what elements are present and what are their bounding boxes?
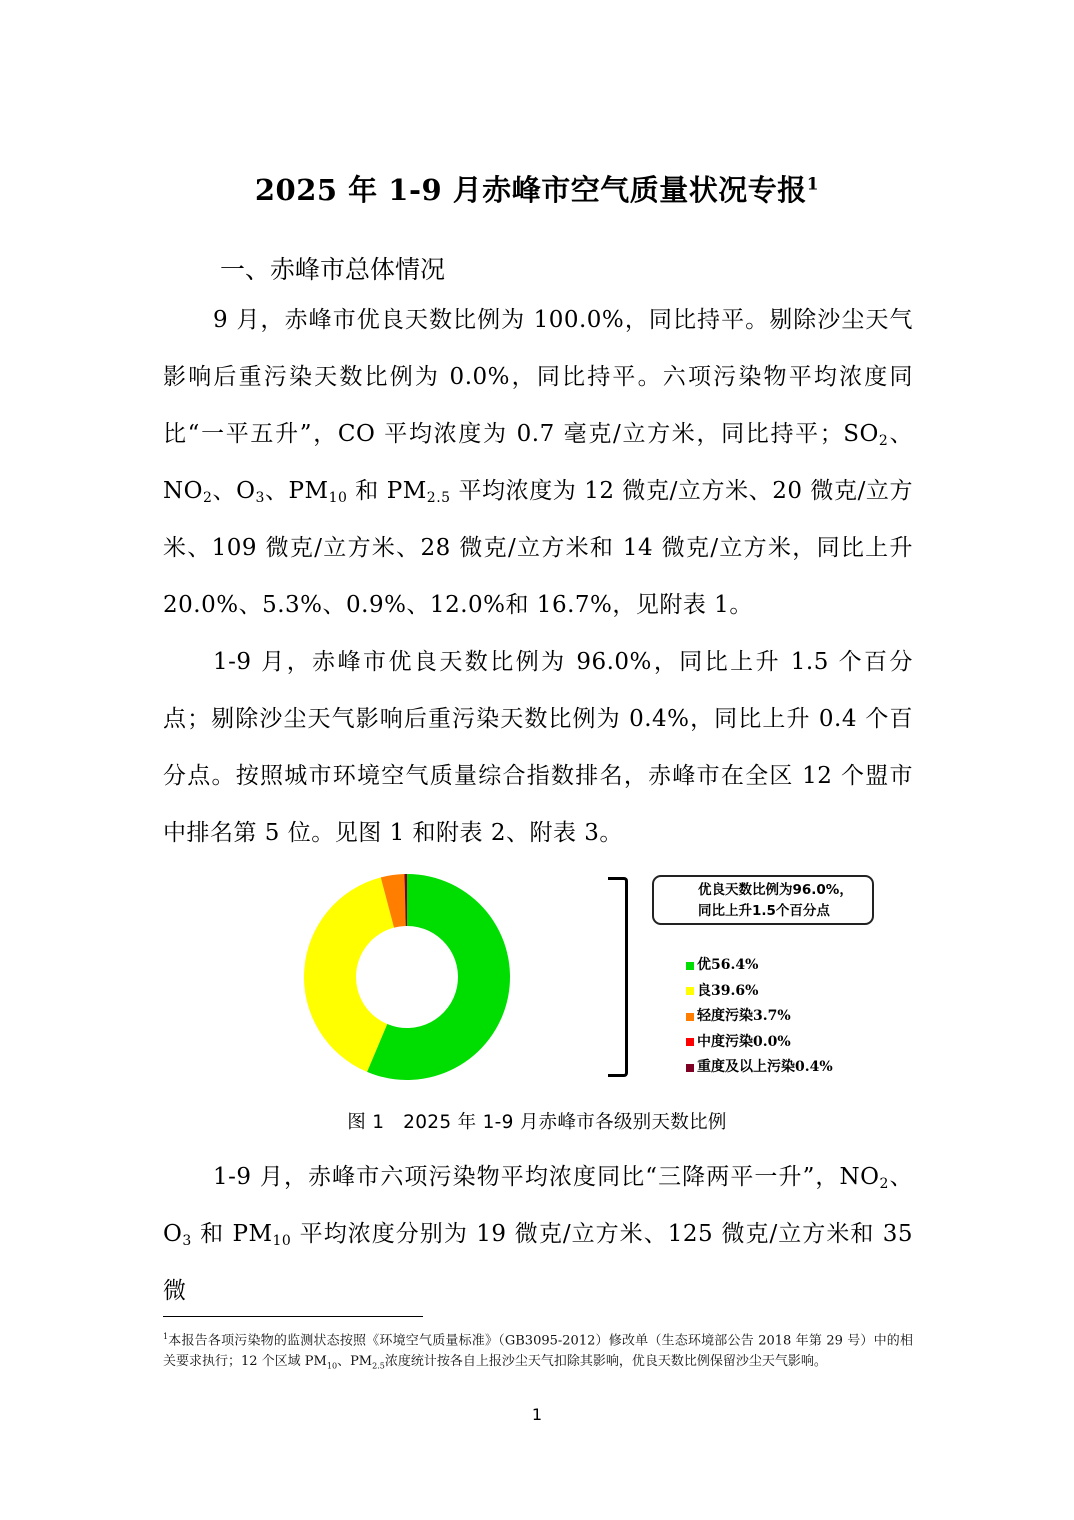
legend-item <box>686 1004 833 1030</box>
text: 平均浓度分别为 19 微克/立方米、125 微克/立方米和 35 微 <box>163 1221 913 1304</box>
legend-label: 重度及以上污染0.4% <box>697 1059 833 1075</box>
footnote-separator <box>163 1316 423 1317</box>
legend-label: 良39.6% <box>697 982 759 999</box>
text: 、NO <box>163 421 914 504</box>
subscript: 10 <box>326 1361 338 1371</box>
legend-item <box>686 1030 833 1056</box>
footnote <box>163 1326 913 1377</box>
text: 、O <box>212 478 256 504</box>
legend-label: 优56.4% <box>697 957 759 973</box>
text: 1-9 月，赤峰市优良天数比例为 96.0%，同比上升 1.5 个百分点；剔除沙尘天气影响后重污染天数比例为 0.4%，同比上升 0.4 个百分点。按照城市环境空气质量综合指数排名，赤峰市在全区 12 个盟市中排名第 5 位。见图 1 和附表 2、附表 3。 <box>163 649 913 846</box>
paragraph-jan-sep <box>163 634 913 862</box>
footnote-mark: 1 <box>163 1332 169 1341</box>
text: 本报告各项污染物的监测状态按照《环境空气质量标准》（GB3095-2012）修改单（生态环境部公告 2018 年第 29 号）中的相关要求执行；12 个区域 PM <box>163 1333 913 1370</box>
legend-item <box>686 953 833 979</box>
text: 、O <box>163 1164 913 1247</box>
legend-swatch <box>686 962 694 970</box>
legend-swatch <box>686 1013 694 1021</box>
section-heading: 一、赤峰市总体情况 <box>220 255 446 284</box>
page-title <box>0 168 1074 209</box>
title-text: 2025 年 1-9 月赤峰市空气质量状况专报 <box>254 173 807 207</box>
text: 1-9 月，赤峰市六项污染物平均浓度同比“三降两平一升”，NO <box>213 1164 880 1190</box>
donut-chart <box>290 865 520 1095</box>
figure-caption: 图 1 2025 年 1-9 月赤峰市各级别天数比例 <box>347 1112 727 1133</box>
legend-swatch <box>686 1064 694 1072</box>
legend-item <box>686 1055 833 1081</box>
subscript: 2 <box>878 433 889 449</box>
page-number: 1 <box>531 1405 543 1424</box>
legend-label: 中度污染0.0% <box>697 1033 791 1050</box>
footnote-mark: 1 <box>806 174 820 195</box>
chart-legend <box>686 953 833 1081</box>
callout-box <box>652 875 874 925</box>
legend-label: 轻度污染3.7% <box>697 1008 791 1024</box>
subscript: 2.5 <box>372 1361 385 1371</box>
figure-1-chart <box>290 865 910 1095</box>
text: 和 PM <box>191 1221 273 1247</box>
callout-line-1: 优良天数比例为96.0%， <box>698 882 853 898</box>
legend-item <box>686 979 833 1005</box>
text: 浓度统计按各自上报沙尘天气扣除其影响，优良天数比例保留沙尘天气影响。 <box>384 1354 827 1370</box>
text: 、PM <box>337 1354 373 1370</box>
bracket-divider <box>608 877 628 1077</box>
legend-swatch <box>686 1038 694 1046</box>
callout-line-2: 同比上升1.5个百分点 <box>698 903 830 919</box>
text: 9 月，赤峰市优良天数比例为 100.0%，同比持平。剔除沙尘天气影响后重污染天数比例为 0.0%，同比持平。六项污染物平均浓度同比“一平五升”，CO 平均浓度为 0.7 毫克/立方米，同比持平；SO <box>163 307 913 447</box>
paragraph-september <box>163 292 913 634</box>
subscript: 2 <box>879 1176 889 1192</box>
subscript: 10 <box>328 490 348 506</box>
subscript: 3 <box>182 1233 192 1249</box>
legend-swatch <box>686 987 694 995</box>
subscript: 3 <box>255 490 265 506</box>
subscript: 10 <box>272 1233 292 1249</box>
text: 和 PM <box>347 478 427 504</box>
text: 、PM <box>264 478 329 504</box>
subscript: 2 <box>202 490 213 506</box>
subscript: 2.5 <box>426 490 451 506</box>
text: 平均浓度为 12 微克/立方米、20 微克/立方米、109 微克/立方米、28 微克/立方米和 14 微克/立方米，同比上升 20.0%、5.3%、0.9%、12.0%和 16.7%，见附表 1。 <box>163 478 914 618</box>
paragraph-pollutants <box>163 1149 913 1320</box>
